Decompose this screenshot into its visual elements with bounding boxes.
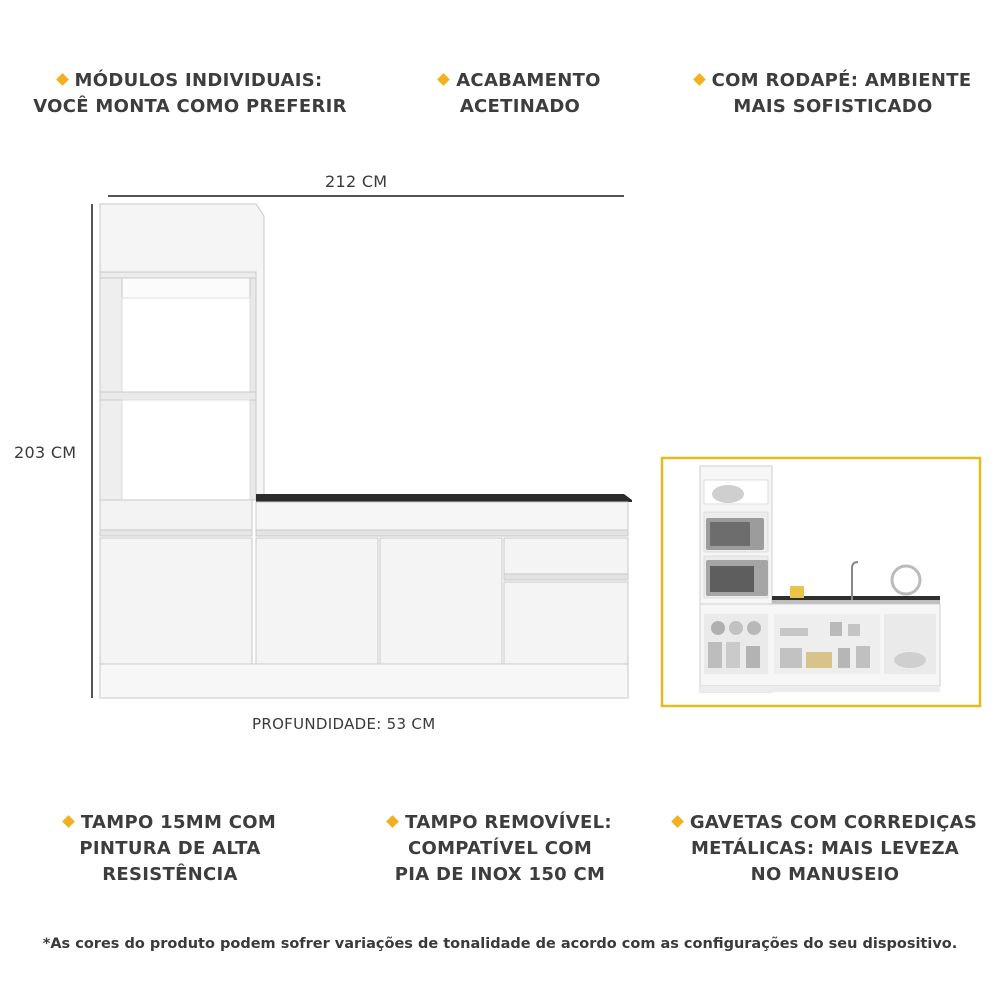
feature-text: GAVETAS COM CORREDIÇAS bbox=[689, 812, 978, 833]
tall-cabinet bbox=[100, 204, 264, 664]
feature-text: ACETINADO bbox=[459, 96, 581, 117]
feature-tampo-15mm bbox=[55, 810, 285, 888]
width-label: 212 CM bbox=[325, 172, 388, 191]
countertop bbox=[256, 494, 632, 502]
feature-text: VOCÊ MONTA COMO PREFERIR bbox=[33, 96, 347, 117]
feature-text: RESISTÊNCIA bbox=[102, 864, 238, 885]
feature-text: MAIS SOFISTICADO bbox=[733, 96, 933, 117]
diamond-bullet-icon bbox=[671, 815, 684, 828]
feature-text: ACABAMENTO bbox=[456, 70, 601, 91]
feature-tampo-removivel bbox=[385, 810, 615, 888]
feature-text: PIA DE INOX 150 CM bbox=[394, 864, 606, 885]
feature-text: TAMPO 15MM COM bbox=[80, 812, 277, 833]
feature-text: METÁLICAS: MAIS LEVEZA bbox=[690, 838, 960, 859]
feature-text: MÓDULOS INDIVIDUAIS: bbox=[74, 70, 323, 91]
color-disclaimer: *As cores do produto podem sofrer variações de tonalidade de acordo com as configurações do seu dispositivo. bbox=[42, 936, 958, 952]
depth-label: PROFUNDIDADE: 53 CM bbox=[252, 715, 436, 733]
feature-text: PINTURA DE ALTA bbox=[79, 838, 261, 859]
diamond-bullet-icon bbox=[386, 815, 399, 828]
feature-text: TAMPO REMOVÍVEL: bbox=[405, 812, 612, 833]
feature-text: NO MANUSEIO bbox=[750, 864, 900, 885]
feature-gavetas bbox=[665, 810, 985, 888]
inset-photo bbox=[662, 458, 980, 706]
feature-text: COMPATÍVEL COM bbox=[407, 838, 593, 859]
height-label: 203 CM bbox=[14, 443, 77, 462]
feature-text: COM RODAPÉ: AMBIENTE bbox=[711, 70, 972, 91]
diamond-bullet-icon bbox=[62, 815, 75, 828]
